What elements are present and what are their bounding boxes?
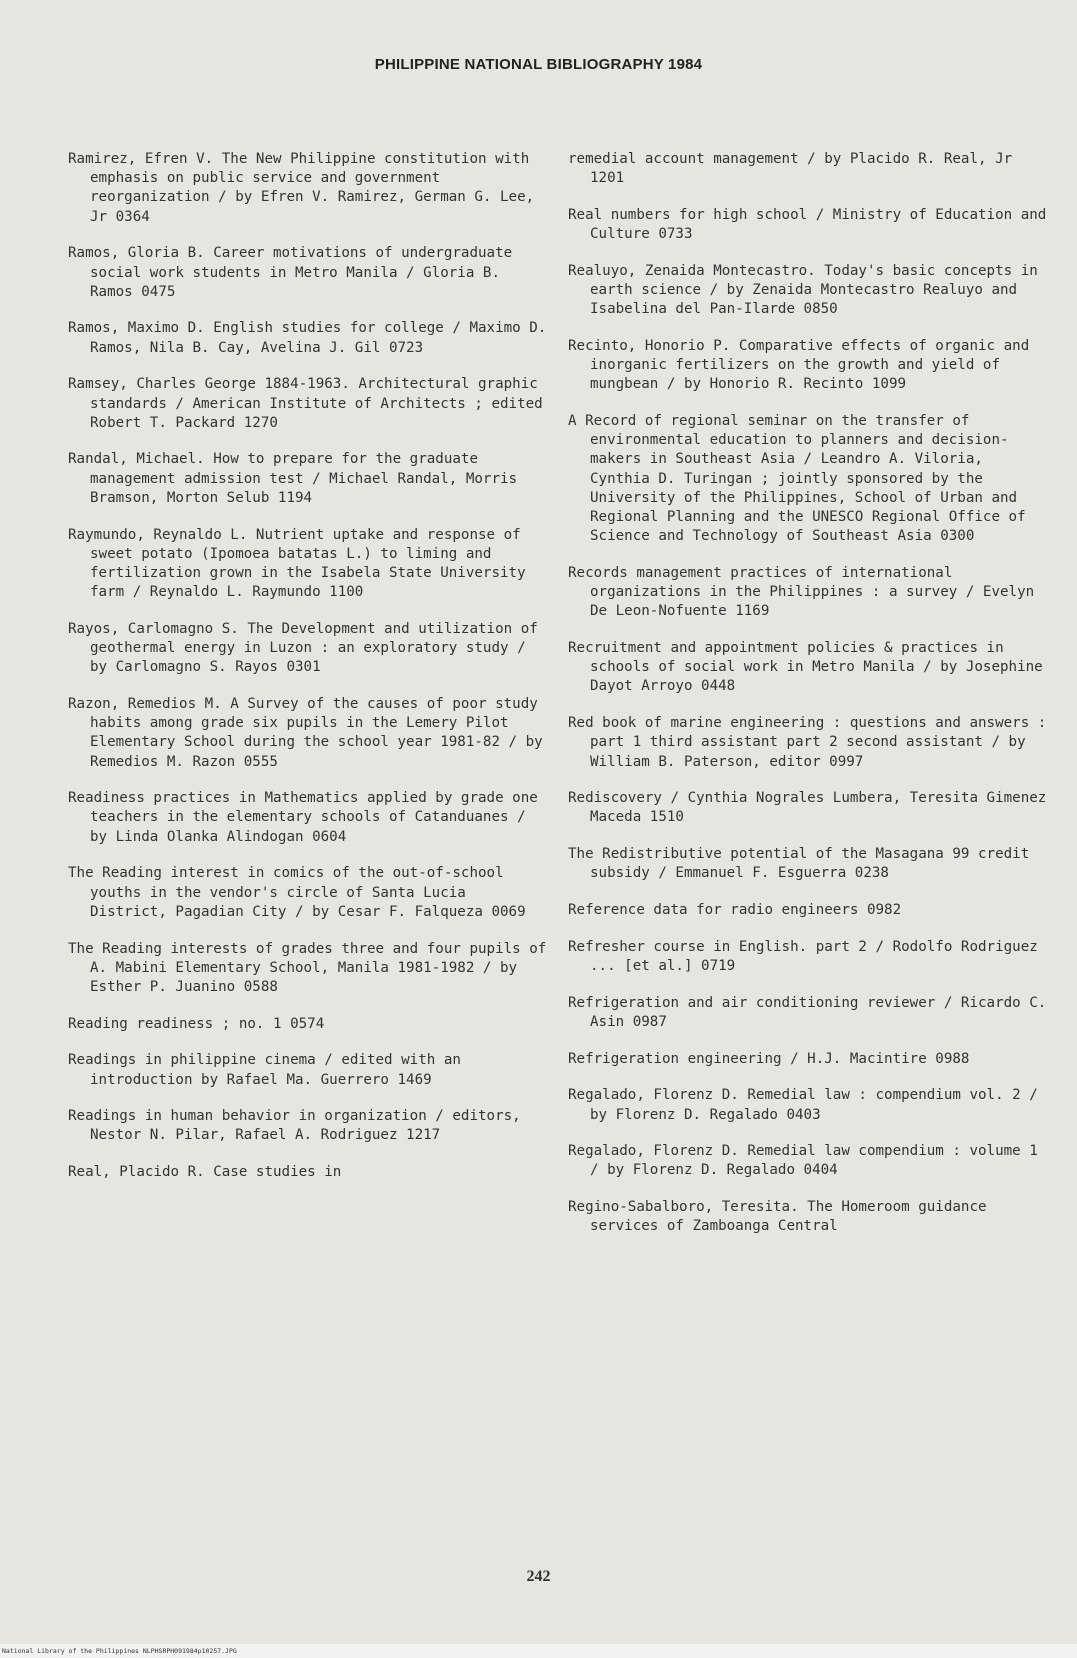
bibliography-entry: Reading readiness ; no. 1 0574 <box>68 1015 325 1032</box>
bibliography-entry: Readings in human behavior in organization / editors, Nestor N. Pilar, Rafael A. Rodriguez 1217 <box>68 1108 530 1144</box>
bibliography-entry: Real, Placido R. Case studies in <box>68 1164 342 1181</box>
page-title: PHILIPPINE NATIONAL BIBLIOGRAPHY 1984 <box>374 56 703 73</box>
bibliography-entry: Refrigeration engineering / H.J. Macintire 0988 <box>568 1050 970 1067</box>
bibliography-entry: Ramsey, Charles George 1884-1963. Architectural graphic standards / American Institute of Architects ; edited Robert T. Packard 1270 <box>68 376 552 431</box>
bibliography-entry: Ramirez, Efren V. The New Philippine constitution with emphasis on public service and government reorganization / by Efren V. Ramirez, German G. Lee, Jr 0364 <box>68 151 543 225</box>
bibliography-entry: Ramos, Maximo D. English studies for college / Maximo D. Ramos, Nila B. Cay, Avelina J. Gil 0723 <box>68 320 555 356</box>
bibliography-entry: The Reading interest in comics of the out-of-school youths in the vendor's circle of Santa Lucia District, Pagadian City / by Cesar F. Falqueza 0069 <box>68 865 526 920</box>
bibliography-entry: Recinto, Honorio P. Comparative effects of organic and inorganic fertilizers on the growth and yield of mungbean / by Honorio R. Recinto 1099 <box>568 337 1038 393</box>
bibliography-entry: Readings in philippine cinema / edited with an introduction by Rafael Ma. Guerrero 1469 <box>68 1052 470 1088</box>
bibliography-entry: Regalado, Florenz D. Remedial law compendium : volume 1 / by Florenz D. Regalado 0404 <box>568 1143 1047 1179</box>
bibliography-entry: Rayos, Carlomagno S. The Development and utilization of geothermal energy in Luzon : an exploratory study / by Carlomagno S. Rayos 0301 <box>68 620 547 676</box>
bibliography-entry: Raymundo, Reynaldo L. Nutrient uptake and response of sweet potato (Ipomoea batatas L.) to liming and fertilization grown in the Isabela State University farm / Reynaldo L. Raymundo 1100 <box>68 526 535 601</box>
bibliography-entry: Regalado, Florenz D. Remedial law : compendium vol. 2 / by Florenz D. Regalado 0403 <box>568 1087 1047 1123</box>
bibliography-entry: Refresher course in English. part 2 / Rodolfo Rodriguez ... [et al.] 0719 <box>568 938 1047 974</box>
bibliography-entry: Ramos, Gloria B. Career motivations of undergraduate social work students in Metro Manila / Gloria B. Ramos 0475 <box>68 245 521 300</box>
bibliography-entry: Razon, Remedios M. A Survey of the causes of poor study habits among grade six pupils in the Lemery Pilot Elementary School during the school year 1981-82 / by Remedios M. Razon 0555 <box>68 695 552 770</box>
bibliography-entry: Real numbers for high school / Ministry of Education and Culture 0733 <box>568 206 1055 243</box>
left-column <box>68 150 555 1200</box>
bibliography-entry: Refrigeration and air conditioning reviewer / Ricardo C. Asin 0987 <box>568 994 1055 1030</box>
bibliography-entry: Rediscovery / Cynthia Nograles Lumbera, Teresita Gimenez Maceda 1510 <box>568 790 1055 826</box>
bibliography-entry: The Reading interests of grades three and four pupils of A. Mabini Elementary School, Manila 1981-1982 / by Esther P. Juanino 0588 <box>68 940 555 995</box>
bibliography-entry: Red book of marine engineering : questions and answers : part 1 third assistant part 2 second assistant / by William B. Paterson, editor 0997 <box>568 715 1055 770</box>
bibliography-entry: Recruitment and appointment policies & practices in schools of social work in Metro Manila / by Josephine Dayot Arroyo 0448 <box>568 640 1052 695</box>
bibliography-entry: Regino-Sabalboro, Teresita. The Homeroom guidance services of Zamboanga Central <box>568 1199 996 1235</box>
page-number: 242 <box>526 1568 551 1585</box>
bibliography-entry: Randal, Michael. How to prepare for the graduate management admission test / Michael Randal, Morris Bramson, Morton Selub 1194 <box>68 451 526 506</box>
bibliography-entry: Readiness practices in Mathematics applied by grade one teachers in the elementary schools of Catanduanes / by Linda Olanka Alindogan 0604 <box>68 790 547 845</box>
bibliography-entry: A Record of regional seminar on the transfer of environmental education to planners and decision-makers in Southeast Asia / Leandro A. Viloria, Cynthia D. Turingan ; jointly sponsored by the University of the Philippines, School of Urban and Regional Planning and the UNESCO Regional Office of Science and Technology of Southeast Asia 0300 <box>568 413 1035 545</box>
bibliography-entry: Records management practices of international organizations in the Philippines : a survey / Evelyn De Leon-Nofuente 1169 <box>568 564 1043 620</box>
bibliography-entry: The Redistributive potential of the Masagana 99 credit subsidy / Emmanuel F. Esguerra 0238 <box>568 846 1038 882</box>
bibliography-entry: remedial account management / by Placido R. Real, Jr 1201 <box>568 151 1021 187</box>
bibliography-entry: Reference data for radio engineers 0982 <box>568 902 902 919</box>
right-column <box>568 150 1055 1254</box>
bibliography-entry: Realuyo, Zenaida Montecastro. Today's basic concepts in earth science / by Zenaida Montecastro Realuyo and Isabelina del Pan-Ilarde 0850 <box>568 262 1047 318</box>
scan-credit: National Library of the Philippines NLPHSRPH091984p10257.JPG <box>2 1647 237 1655</box>
